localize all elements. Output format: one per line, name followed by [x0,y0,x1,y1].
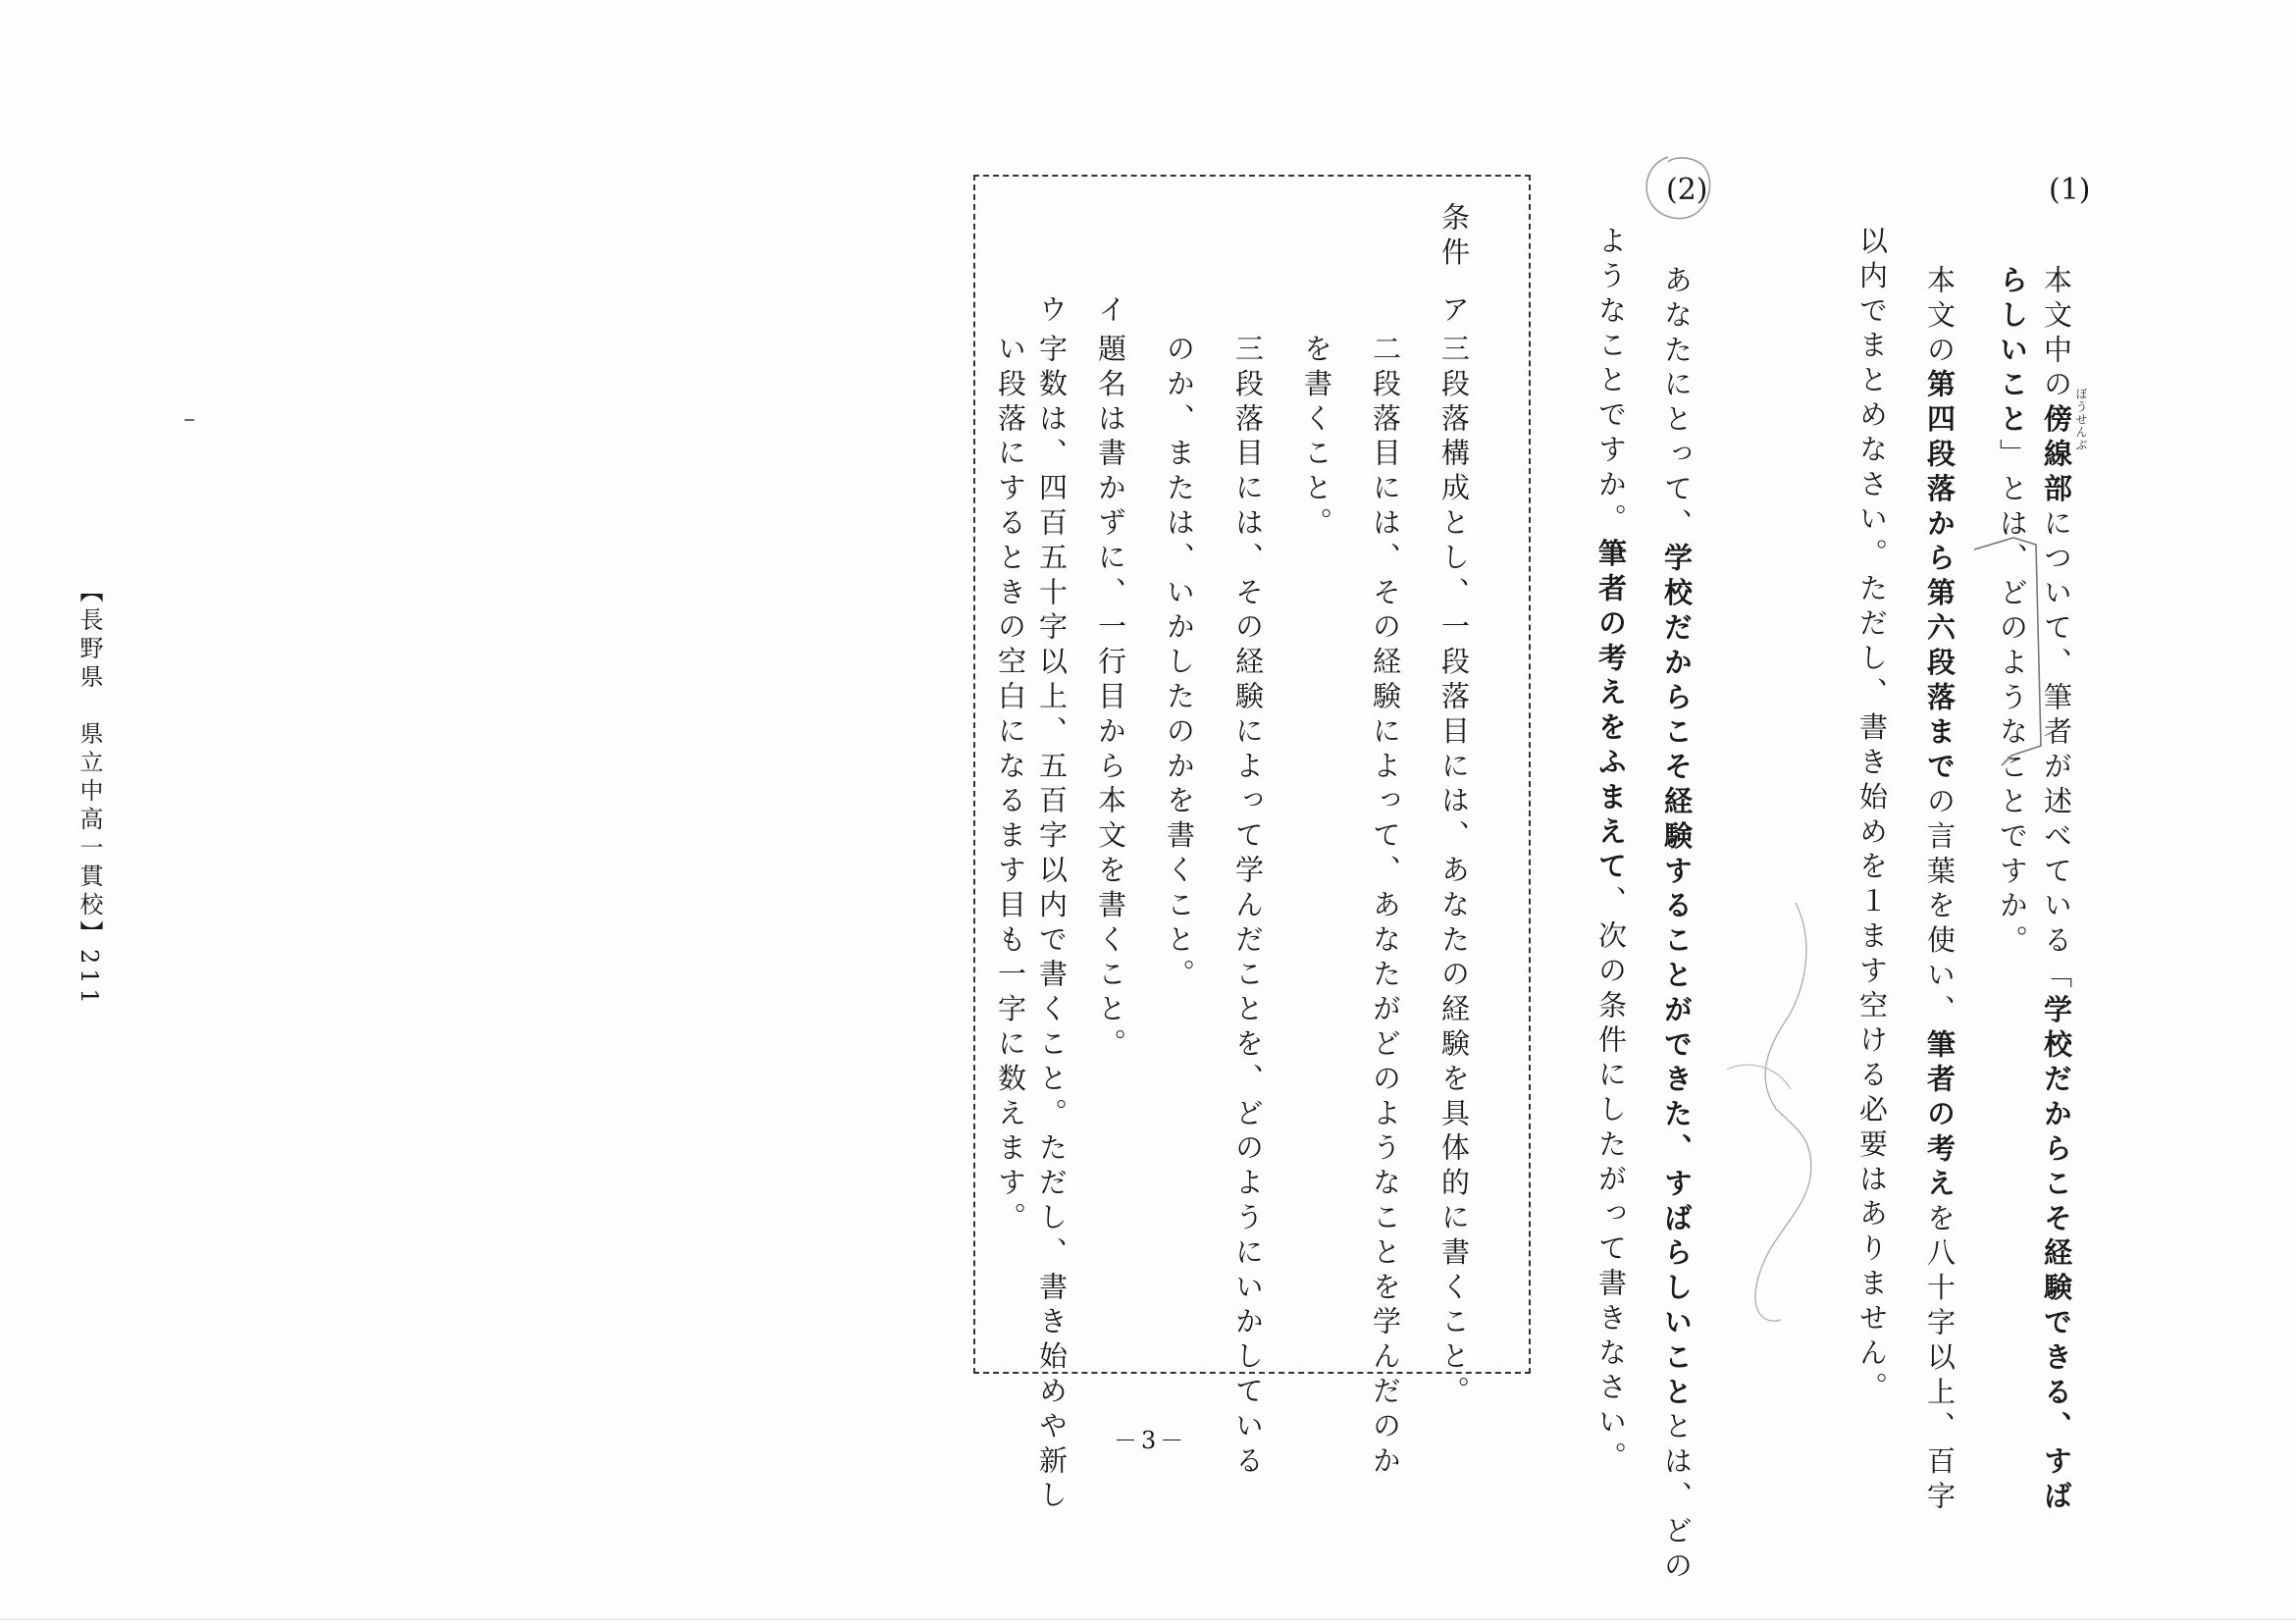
condition-a-line-5: のか、または、いかしたのかを書くこと。 [1163,334,1196,994]
q1-text: について、筆者が述べている「 [2040,507,2073,995]
condition-u-line-2: い段落にするときの空白になるます目も一字に数えます。 [994,334,1027,1237]
author-view: 筆者の考え [1923,1028,1957,1203]
ruby-reading: ぼうせんぶ [2074,388,2088,451]
circle-mark-2 [1646,157,1710,219]
condition-i-label: イ [1094,294,1127,330]
question-1-number: (1) [2049,173,2091,207]
q1-text: 」とは、どのようなことですか。 [1996,439,2029,960]
q2-text: 、次の条件にしたがって書きなさい。 [1594,885,1628,1477]
condition-a-label: ア [1437,294,1471,330]
question-2-number: (2) [1666,173,1708,207]
condition-a-line-2: 二段落目には、その経験によって、あなたがどのようなことを学んだのか [1369,334,1402,1481]
q1-text: 本文中の [2040,265,2073,404]
q2-text: とは、どの [1660,1411,1694,1586]
scribble-mark-2 [1727,1065,1791,1089]
quoted-phrase-end: らしいこと [1996,265,2029,439]
condition-i-line-1: 題名は書かずに、一行目から本文を書くこと。 [1094,334,1127,1064]
underlined-term: 傍線部 [2040,403,2073,508]
condition-u-label: ウ [1035,294,1069,330]
q1-text: を八十字以上、百字 [1923,1202,1957,1516]
quoted-phrase: 学校だからこそ経験できる、すば [2040,994,2073,1516]
page-number: －3－ [1114,1427,1188,1454]
bracket-mark [1974,538,2041,765]
scribble-mark [1755,903,1811,1321]
q1-line-4: 以内でまとめなさい。ただし、書き始めを１ます空ける必要はありません。 [1855,226,1889,1407]
q2-text: あなたにとって、 [1660,265,1694,544]
instruction-phrase: 筆者の考えをふまえて [1594,538,1628,886]
condition-a-line-1: 三段落構成とし、一段落目には、あなたの経験を具体的に書くこと。 [1437,334,1471,1411]
q1-text: の言葉を使い、 [1923,786,1957,1029]
condition-a-line-3: を書くこと。 [1300,334,1333,543]
page-footer: 【長野県 県立中高一貫校】211 [76,579,103,1009]
conditions-heading: 条件 [1437,202,1471,272]
condition-a-line-4: 三段落目には、その経験によって学んだことを、どのようにいかしている [1231,334,1265,1481]
q1-text: 本文の [1923,265,1957,370]
q2-text: ようなことですか。 [1594,226,1628,539]
topic-phrase: 学校だからこそ経験することができた、すばらしいこと [1660,543,1694,1412]
condition-u-line-1: 字数は、四百五十字以上、五百字以内で書くこと。ただし、書き始めや新し [1035,334,1069,1515]
paragraph-range: 第四段落から第六段落まで [1923,369,1957,787]
